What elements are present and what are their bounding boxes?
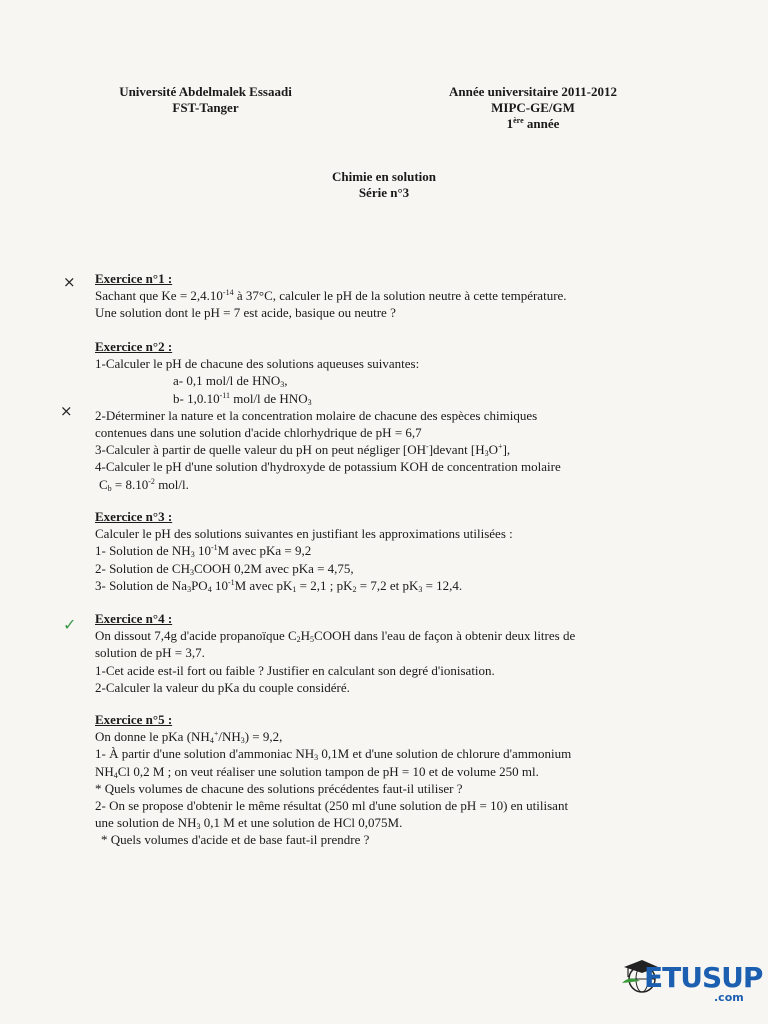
- exercise-text: contenues dans une solution d'acide chlorhydrique de pH = 6,7: [95, 425, 422, 441]
- exercise-text: 1-Cet acide est-il fort ou faible ? Justifier en calculant son degré d'ionisation.: [95, 662, 495, 678]
- exercise-title: Exercice n°1 :: [95, 271, 173, 286]
- university-name: Université Abdelmalek Essaadi: [119, 84, 292, 99]
- faculty-name: FST-Tanger: [172, 100, 239, 115]
- exercise-3: [95, 508, 695, 594]
- header-institution: [98, 84, 313, 116]
- exercise-title: Exercice n°4 :: [95, 611, 173, 626]
- exercise-text: $C_b = 8.10^{-2}$ mol/l.: [99, 476, 189, 493]
- series-title: Série n°3: [358, 185, 410, 200]
- exercise-item: 1- Solution de $NH_3$ $10^{-1}M$ avec pKa = 9,2: [95, 543, 312, 560]
- exercise-item: a- 0,1 mol/l de $HNO_3$,: [173, 373, 288, 390]
- exercise-title: Exercice n°5 :: [95, 712, 173, 727]
- exercise-2: [95, 338, 695, 493]
- exercise-title: Exercice n°3 :: [95, 509, 173, 524]
- pen-cross-mark-icon: ×: [63, 273, 76, 291]
- exercise-1: [95, 270, 695, 322]
- exercise-text: * Quels volumes d'acide et de base faut-il prendre ?: [101, 832, 370, 848]
- exercise-title: Exercice n°2 :: [95, 339, 173, 354]
- exercise-text: 1-Calculer le pH de chacune des solutions aqueuses suivantes:: [95, 356, 420, 372]
- exercise-text: Une solution dont le pH = 7 est acide, basique ou neutre ?: [95, 305, 396, 321]
- exercise-text: On donne le pKa $(NH_4^+/NH_3) = 9,2$,: [95, 729, 283, 746]
- logo-domain: .com: [714, 991, 744, 1004]
- etusup-logo: [620, 955, 763, 1005]
- logo-wordmark: ETUSUP: [644, 961, 763, 994]
- header-academic-info: [418, 84, 648, 132]
- exercise-text: 1- À partir d'une solution d'ammoniac $NH_3$ 0,1M et d'une solution de chlorure d'ammonium: [95, 746, 572, 763]
- exercise-item: b- $1,0.10^{-11}$ mol/l de $HNO_3$: [173, 390, 312, 407]
- study-level: 1ère année: [506, 116, 560, 131]
- program-name: MIPC-GE/GM: [491, 100, 575, 115]
- pen-cross-mark-icon: ×: [60, 402, 73, 420]
- exercise-item: 3- Solution de $Na_3PO_4$ $10^{-1}M$ avec $pK_1 = 2,1$ ; $pK_2 = 7,2$ et $pK_3 = 12,4$.: [95, 577, 463, 594]
- exercise-text: solution de pH = 3,7.: [95, 645, 205, 661]
- academic-year: Année universitaire 2011-2012: [448, 84, 618, 99]
- exercise-text: 3-Calculer à partir de quelle valeur du pH on peut négliger [OH-]devant $[H_3O^+]$,: [95, 442, 511, 459]
- exercise-5: [95, 711, 695, 849]
- exercise-text: 2- On se propose d'obtenir le même résultat (250 ml d'une solution de pH = 10) en utilisant: [95, 798, 569, 814]
- exercise-text: $NH_4Cl$ 0,2 M ; on veut réaliser une solution tampon de pH = 10 et de volume 250 ml.: [95, 763, 539, 780]
- exercise-item: 2- Solution de $CH_3COOH$ 0,2M avec pKa = 4,75,: [95, 560, 354, 577]
- exercise-text: une solution de $NH_3$ 0,1 M et une solution de HCl 0,075M.: [95, 815, 403, 832]
- exercise-text: 2-Déterminer la nature et la concentration molaire de chacune des espèces chimiques: [95, 407, 538, 423]
- exercise-text: Sachant que $Ke = 2,4.10^{-14}$ à 37°C, calculer le pH de la solution neutre à cette température.: [95, 288, 567, 304]
- exercise-text: 2-Calculer la valeur du pKa du couple considéré.: [95, 679, 350, 695]
- exercise-text: 4-Calculer le pH d'une solution d'hydroxyde de potassium KOH de concentration molaire: [95, 459, 561, 475]
- green-check-mark-icon: ✓: [63, 615, 77, 634]
- subject-title: Chimie en solution: [331, 169, 436, 184]
- exercise-4: [95, 610, 695, 696]
- exercise-text: * Quels volumes de chacune des solutions précédentes faut-il utiliser ?: [95, 780, 463, 796]
- document-title: [0, 169, 768, 201]
- exercise-text: On dissout 7,4g d'acide propanoïque $C_2H_5COOH$ dans l'eau de façon à obtenir deux litres de: [95, 628, 576, 645]
- exercise-text: Calculer le pH des solutions suivantes en justifiant les approximations utilisées :: [95, 526, 513, 542]
